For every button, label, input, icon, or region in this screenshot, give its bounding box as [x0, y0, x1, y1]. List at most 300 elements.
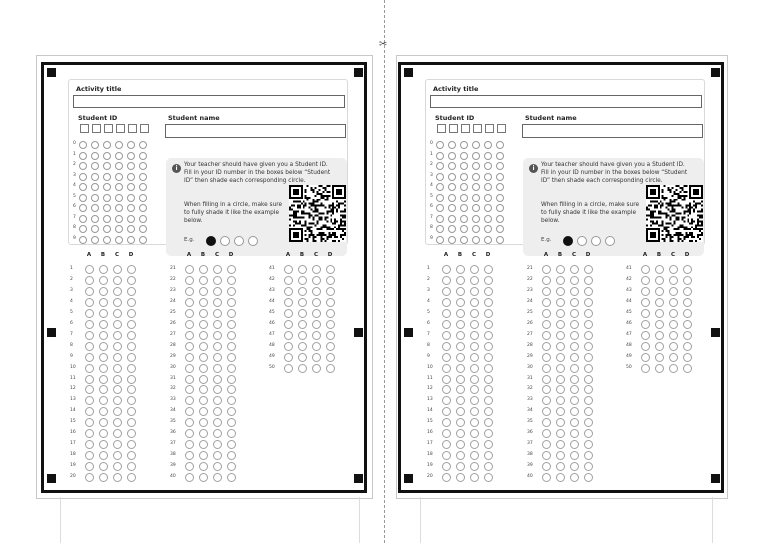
answer-bubble[interactable]	[484, 429, 493, 438]
answer-bubble[interactable]	[127, 276, 136, 285]
answer-bubble[interactable]	[570, 298, 579, 307]
answer-bubble[interactable]	[584, 429, 593, 438]
answer-bubble[interactable]	[470, 320, 479, 329]
answer-bubble[interactable]	[484, 473, 493, 482]
answer-bubble[interactable]	[442, 320, 451, 329]
answer-bubble[interactable]	[584, 440, 593, 449]
answer-bubble[interactable]	[99, 429, 108, 438]
answer-bubble[interactable]	[213, 418, 222, 427]
activity-title-field[interactable]	[430, 95, 702, 108]
student-id-bubble[interactable]	[472, 162, 480, 170]
answer-bubble[interactable]	[185, 353, 194, 362]
answer-bubble[interactable]	[284, 331, 293, 340]
answer-bubble[interactable]	[570, 451, 579, 460]
answer-bubble[interactable]	[312, 298, 321, 307]
student-id-bubble[interactable]	[79, 152, 87, 160]
answer-bubble[interactable]	[641, 309, 650, 318]
answer-bubble[interactable]	[99, 309, 108, 318]
student-id-bubble[interactable]	[484, 204, 492, 212]
answer-bubble[interactable]	[99, 451, 108, 460]
answer-bubble[interactable]	[484, 418, 493, 427]
answer-bubble[interactable]	[199, 462, 208, 471]
answer-bubble[interactable]	[284, 309, 293, 318]
answer-bubble[interactable]	[542, 287, 551, 296]
answer-bubble[interactable]	[456, 462, 465, 471]
answer-bubble[interactable]	[312, 276, 321, 285]
answer-bubble[interactable]	[284, 265, 293, 274]
answer-bubble[interactable]	[99, 396, 108, 405]
answer-bubble[interactable]	[456, 353, 465, 362]
answer-bubble[interactable]	[584, 331, 593, 340]
answer-bubble[interactable]	[484, 276, 493, 285]
answer-bubble[interactable]	[113, 440, 122, 449]
answer-bubble[interactable]	[298, 298, 307, 307]
answer-bubble[interactable]	[442, 342, 451, 351]
answer-bubble[interactable]	[284, 364, 293, 373]
answer-bubble[interactable]	[127, 265, 136, 274]
answer-bubble[interactable]	[484, 396, 493, 405]
student-id-bubble[interactable]	[496, 236, 504, 244]
answer-bubble[interactable]	[669, 276, 678, 285]
student-id-bubble[interactable]	[115, 215, 123, 223]
answer-bubble[interactable]	[284, 287, 293, 296]
answer-bubble[interactable]	[484, 320, 493, 329]
answer-bubble[interactable]	[127, 309, 136, 318]
answer-bubble[interactable]	[227, 429, 236, 438]
answer-bubble[interactable]	[127, 440, 136, 449]
answer-bubble[interactable]	[85, 353, 94, 362]
answer-bubble[interactable]	[442, 407, 451, 416]
student-id-bubble[interactable]	[460, 152, 468, 160]
answer-bubble[interactable]	[683, 265, 692, 274]
answer-bubble[interactable]	[570, 287, 579, 296]
answer-bubble[interactable]	[442, 309, 451, 318]
answer-bubble[interactable]	[470, 429, 479, 438]
answer-bubble[interactable]	[227, 331, 236, 340]
answer-bubble[interactable]	[542, 440, 551, 449]
answer-bubble[interactable]	[584, 309, 593, 318]
answer-bubble[interactable]	[227, 440, 236, 449]
answer-bubble[interactable]	[470, 473, 479, 482]
answer-bubble[interactable]	[470, 375, 479, 384]
answer-bubble[interactable]	[227, 320, 236, 329]
answer-bubble[interactable]	[185, 462, 194, 471]
answer-bubble[interactable]	[113, 298, 122, 307]
answer-bubble[interactable]	[484, 342, 493, 351]
student-id-bubble[interactable]	[103, 204, 111, 212]
student-id-bubble[interactable]	[91, 215, 99, 223]
answer-bubble[interactable]	[456, 396, 465, 405]
answer-bubble[interactable]	[442, 418, 451, 427]
answer-bubble[interactable]	[456, 375, 465, 384]
answer-bubble[interactable]	[470, 287, 479, 296]
answer-bubble[interactable]	[213, 309, 222, 318]
answer-bubble[interactable]	[85, 331, 94, 340]
answer-bubble[interactable]	[683, 287, 692, 296]
answer-bubble[interactable]	[99, 364, 108, 373]
student-id-bubble[interactable]	[472, 141, 480, 149]
answer-bubble[interactable]	[470, 462, 479, 471]
student-id-bubble[interactable]	[484, 215, 492, 223]
answer-bubble[interactable]	[470, 298, 479, 307]
student-id-bubble[interactable]	[103, 173, 111, 181]
student-id-bubble[interactable]	[103, 152, 111, 160]
answer-bubble[interactable]	[85, 451, 94, 460]
answer-bubble[interactable]	[185, 298, 194, 307]
answer-bubble[interactable]	[127, 429, 136, 438]
answer-bubble[interactable]	[542, 309, 551, 318]
answer-bubble[interactable]	[570, 385, 579, 394]
answer-bubble[interactable]	[113, 429, 122, 438]
answer-bubble[interactable]	[199, 353, 208, 362]
answer-bubble[interactable]	[456, 473, 465, 482]
answer-bubble[interactable]	[312, 287, 321, 296]
student-id-bubble[interactable]	[139, 183, 147, 191]
student-id-digit-box[interactable]	[140, 124, 149, 133]
answer-bubble[interactable]	[213, 429, 222, 438]
answer-bubble[interactable]	[683, 298, 692, 307]
answer-bubble[interactable]	[655, 287, 664, 296]
student-id-digit-box[interactable]	[92, 124, 101, 133]
answer-bubble[interactable]	[584, 396, 593, 405]
answer-bubble[interactable]	[542, 331, 551, 340]
student-id-bubble[interactable]	[448, 183, 456, 191]
answer-bubble[interactable]	[284, 342, 293, 351]
student-name-field[interactable]	[165, 124, 346, 138]
answer-bubble[interactable]	[442, 265, 451, 274]
answer-bubble[interactable]	[669, 342, 678, 351]
answer-bubble[interactable]	[312, 309, 321, 318]
student-id-bubble[interactable]	[79, 215, 87, 223]
answer-bubble[interactable]	[312, 331, 321, 340]
answer-bubble[interactable]	[669, 265, 678, 274]
answer-bubble[interactable]	[227, 418, 236, 427]
student-id-bubble[interactable]	[436, 152, 444, 160]
answer-bubble[interactable]	[298, 276, 307, 285]
answer-bubble[interactable]	[470, 396, 479, 405]
student-id-bubble[interactable]	[448, 173, 456, 181]
answer-bubble[interactable]	[326, 364, 335, 373]
answer-bubble[interactable]	[312, 265, 321, 274]
answer-bubble[interactable]	[542, 385, 551, 394]
answer-bubble[interactable]	[113, 287, 122, 296]
answer-bubble[interactable]	[284, 320, 293, 329]
answer-bubble[interactable]	[298, 353, 307, 362]
student-id-bubble[interactable]	[103, 215, 111, 223]
answer-bubble[interactable]	[570, 309, 579, 318]
answer-bubble[interactable]	[199, 385, 208, 394]
answer-bubble[interactable]	[199, 265, 208, 274]
student-id-bubble[interactable]	[436, 215, 444, 223]
answer-bubble[interactable]	[227, 473, 236, 482]
answer-bubble[interactable]	[326, 298, 335, 307]
answer-bubble[interactable]	[127, 353, 136, 362]
answer-bubble[interactable]	[127, 375, 136, 384]
answer-bubble[interactable]	[556, 375, 565, 384]
answer-bubble[interactable]	[683, 353, 692, 362]
student-id-bubble[interactable]	[115, 236, 123, 244]
answer-bubble[interactable]	[542, 451, 551, 460]
answer-bubble[interactable]	[584, 342, 593, 351]
answer-bubble[interactable]	[312, 320, 321, 329]
answer-bubble[interactable]	[570, 265, 579, 274]
student-id-bubble[interactable]	[139, 173, 147, 181]
answer-bubble[interactable]	[213, 396, 222, 405]
student-id-bubble[interactable]	[484, 236, 492, 244]
student-id-bubble[interactable]	[115, 141, 123, 149]
answer-bubble[interactable]	[570, 462, 579, 471]
answer-bubble[interactable]	[85, 407, 94, 416]
answer-bubble[interactable]	[99, 375, 108, 384]
answer-bubble[interactable]	[85, 418, 94, 427]
answer-bubble[interactable]	[99, 287, 108, 296]
student-id-bubble[interactable]	[484, 141, 492, 149]
answer-bubble[interactable]	[199, 287, 208, 296]
answer-bubble[interactable]	[199, 440, 208, 449]
answer-bubble[interactable]	[227, 276, 236, 285]
answer-bubble[interactable]	[113, 385, 122, 394]
student-id-bubble[interactable]	[103, 236, 111, 244]
answer-bubble[interactable]	[584, 462, 593, 471]
answer-bubble[interactable]	[185, 331, 194, 340]
student-id-bubble[interactable]	[448, 236, 456, 244]
answer-bubble[interactable]	[484, 407, 493, 416]
answer-bubble[interactable]	[185, 287, 194, 296]
student-id-bubble[interactable]	[460, 173, 468, 181]
student-id-bubble[interactable]	[91, 141, 99, 149]
answer-bubble[interactable]	[442, 385, 451, 394]
answer-bubble[interactable]	[669, 287, 678, 296]
answer-bubble[interactable]	[442, 287, 451, 296]
answer-bubble[interactable]	[185, 396, 194, 405]
student-id-bubble[interactable]	[436, 173, 444, 181]
answer-bubble[interactable]	[584, 298, 593, 307]
answer-bubble[interactable]	[442, 364, 451, 373]
student-id-bubble[interactable]	[127, 173, 135, 181]
answer-bubble[interactable]	[542, 462, 551, 471]
answer-bubble[interactable]	[85, 385, 94, 394]
answer-bubble[interactable]	[99, 342, 108, 351]
answer-bubble[interactable]	[85, 309, 94, 318]
answer-bubble[interactable]	[470, 353, 479, 362]
student-id-bubble[interactable]	[79, 183, 87, 191]
answer-bubble[interactable]	[570, 407, 579, 416]
student-id-bubble[interactable]	[472, 173, 480, 181]
answer-bubble[interactable]	[655, 342, 664, 351]
student-id-bubble[interactable]	[103, 183, 111, 191]
answer-bubble[interactable]	[113, 331, 122, 340]
answer-bubble[interactable]	[669, 331, 678, 340]
answer-bubble[interactable]	[484, 287, 493, 296]
answer-bubble[interactable]	[326, 287, 335, 296]
answer-bubble[interactable]	[556, 287, 565, 296]
answer-bubble[interactable]	[85, 320, 94, 329]
answer-bubble[interactable]	[113, 407, 122, 416]
student-id-digit-box[interactable]	[104, 124, 113, 133]
student-id-bubble[interactable]	[139, 141, 147, 149]
answer-bubble[interactable]	[484, 331, 493, 340]
answer-bubble[interactable]	[127, 418, 136, 427]
student-id-digit-box[interactable]	[485, 124, 494, 133]
answer-bubble[interactable]	[442, 298, 451, 307]
answer-bubble[interactable]	[185, 440, 194, 449]
student-id-bubble[interactable]	[448, 215, 456, 223]
answer-bubble[interactable]	[199, 276, 208, 285]
answer-bubble[interactable]	[227, 265, 236, 274]
answer-bubble[interactable]	[570, 276, 579, 285]
answer-bubble[interactable]	[213, 320, 222, 329]
answer-bubble[interactable]	[227, 375, 236, 384]
answer-bubble[interactable]	[199, 298, 208, 307]
answer-bubble[interactable]	[470, 407, 479, 416]
answer-bubble[interactable]	[442, 331, 451, 340]
answer-bubble[interactable]	[185, 407, 194, 416]
answer-bubble[interactable]	[199, 473, 208, 482]
answer-bubble[interactable]	[542, 353, 551, 362]
answer-bubble[interactable]	[456, 385, 465, 394]
answer-bubble[interactable]	[127, 385, 136, 394]
answer-bubble[interactable]	[456, 451, 465, 460]
answer-bubble[interactable]	[655, 353, 664, 362]
answer-bubble[interactable]	[227, 353, 236, 362]
answer-bubble[interactable]	[470, 342, 479, 351]
answer-bubble[interactable]	[199, 429, 208, 438]
activity-title-field[interactable]	[73, 95, 345, 108]
student-id-bubble[interactable]	[91, 162, 99, 170]
student-id-bubble[interactable]	[496, 194, 504, 202]
answer-bubble[interactable]	[556, 407, 565, 416]
answer-bubble[interactable]	[199, 396, 208, 405]
answer-bubble[interactable]	[227, 298, 236, 307]
answer-bubble[interactable]	[312, 342, 321, 351]
answer-bubble[interactable]	[213, 276, 222, 285]
answer-bubble[interactable]	[641, 298, 650, 307]
answer-bubble[interactable]	[127, 451, 136, 460]
student-id-bubble[interactable]	[79, 162, 87, 170]
answer-bubble[interactable]	[185, 265, 194, 274]
student-id-bubble[interactable]	[127, 225, 135, 233]
answer-bubble[interactable]	[470, 265, 479, 274]
student-id-bubble[interactable]	[436, 194, 444, 202]
student-id-digit-box[interactable]	[449, 124, 458, 133]
answer-bubble[interactable]	[113, 309, 122, 318]
answer-bubble[interactable]	[85, 429, 94, 438]
answer-bubble[interactable]	[185, 451, 194, 460]
answer-bubble[interactable]	[442, 429, 451, 438]
answer-bubble[interactable]	[199, 451, 208, 460]
student-id-bubble[interactable]	[436, 183, 444, 191]
answer-bubble[interactable]	[470, 331, 479, 340]
answer-bubble[interactable]	[298, 331, 307, 340]
student-id-bubble[interactable]	[472, 204, 480, 212]
answer-bubble[interactable]	[655, 331, 664, 340]
answer-bubble[interactable]	[456, 429, 465, 438]
student-id-bubble[interactable]	[79, 236, 87, 244]
answer-bubble[interactable]	[113, 276, 122, 285]
answer-bubble[interactable]	[570, 396, 579, 405]
student-id-bubble[interactable]	[496, 225, 504, 233]
answer-bubble[interactable]	[99, 418, 108, 427]
student-id-bubble[interactable]	[127, 141, 135, 149]
answer-bubble[interactable]	[213, 440, 222, 449]
student-id-bubble[interactable]	[448, 204, 456, 212]
student-id-bubble[interactable]	[460, 194, 468, 202]
student-id-bubble[interactable]	[115, 162, 123, 170]
answer-bubble[interactable]	[99, 473, 108, 482]
answer-bubble[interactable]	[213, 385, 222, 394]
student-id-bubble[interactable]	[460, 162, 468, 170]
answer-bubble[interactable]	[99, 298, 108, 307]
student-id-bubble[interactable]	[436, 162, 444, 170]
answer-bubble[interactable]	[556, 385, 565, 394]
student-id-bubble[interactable]	[460, 215, 468, 223]
answer-bubble[interactable]	[326, 320, 335, 329]
student-id-bubble[interactable]	[79, 173, 87, 181]
answer-bubble[interactable]	[199, 320, 208, 329]
student-id-bubble[interactable]	[484, 183, 492, 191]
answer-bubble[interactable]	[683, 320, 692, 329]
answer-bubble[interactable]	[542, 429, 551, 438]
student-id-bubble[interactable]	[139, 194, 147, 202]
student-id-bubble[interactable]	[472, 194, 480, 202]
answer-bubble[interactable]	[85, 276, 94, 285]
answer-bubble[interactable]	[470, 276, 479, 285]
answer-bubble[interactable]	[655, 276, 664, 285]
answer-bubble[interactable]	[227, 287, 236, 296]
answer-bubble[interactable]	[669, 320, 678, 329]
answer-bubble[interactable]	[127, 342, 136, 351]
answer-bubble[interactable]	[227, 342, 236, 351]
student-id-bubble[interactable]	[448, 152, 456, 160]
answer-bubble[interactable]	[442, 451, 451, 460]
answer-bubble[interactable]	[85, 462, 94, 471]
student-id-bubble[interactable]	[139, 225, 147, 233]
answer-bubble[interactable]	[542, 320, 551, 329]
student-id-bubble[interactable]	[103, 162, 111, 170]
answer-bubble[interactable]	[185, 375, 194, 384]
answer-bubble[interactable]	[570, 440, 579, 449]
student-id-bubble[interactable]	[496, 162, 504, 170]
answer-bubble[interactable]	[570, 331, 579, 340]
student-id-bubble[interactable]	[496, 204, 504, 212]
student-id-digit-box[interactable]	[80, 124, 89, 133]
answer-bubble[interactable]	[284, 298, 293, 307]
answer-bubble[interactable]	[213, 353, 222, 362]
answer-bubble[interactable]	[227, 364, 236, 373]
answer-bubble[interactable]	[542, 396, 551, 405]
answer-bubble[interactable]	[185, 320, 194, 329]
answer-bubble[interactable]	[213, 375, 222, 384]
answer-bubble[interactable]	[85, 364, 94, 373]
answer-bubble[interactable]	[669, 353, 678, 362]
answer-bubble[interactable]	[556, 429, 565, 438]
answer-bubble[interactable]	[641, 265, 650, 274]
answer-bubble[interactable]	[199, 375, 208, 384]
answer-bubble[interactable]	[456, 320, 465, 329]
answer-bubble[interactable]	[456, 418, 465, 427]
student-id-bubble[interactable]	[139, 162, 147, 170]
answer-bubble[interactable]	[570, 429, 579, 438]
student-id-bubble[interactable]	[484, 194, 492, 202]
answer-bubble[interactable]	[655, 298, 664, 307]
answer-bubble[interactable]	[99, 440, 108, 449]
answer-bubble[interactable]	[556, 309, 565, 318]
answer-bubble[interactable]	[542, 265, 551, 274]
answer-bubble[interactable]	[284, 353, 293, 362]
student-id-bubble[interactable]	[472, 215, 480, 223]
answer-bubble[interactable]	[99, 407, 108, 416]
answer-bubble[interactable]	[556, 440, 565, 449]
